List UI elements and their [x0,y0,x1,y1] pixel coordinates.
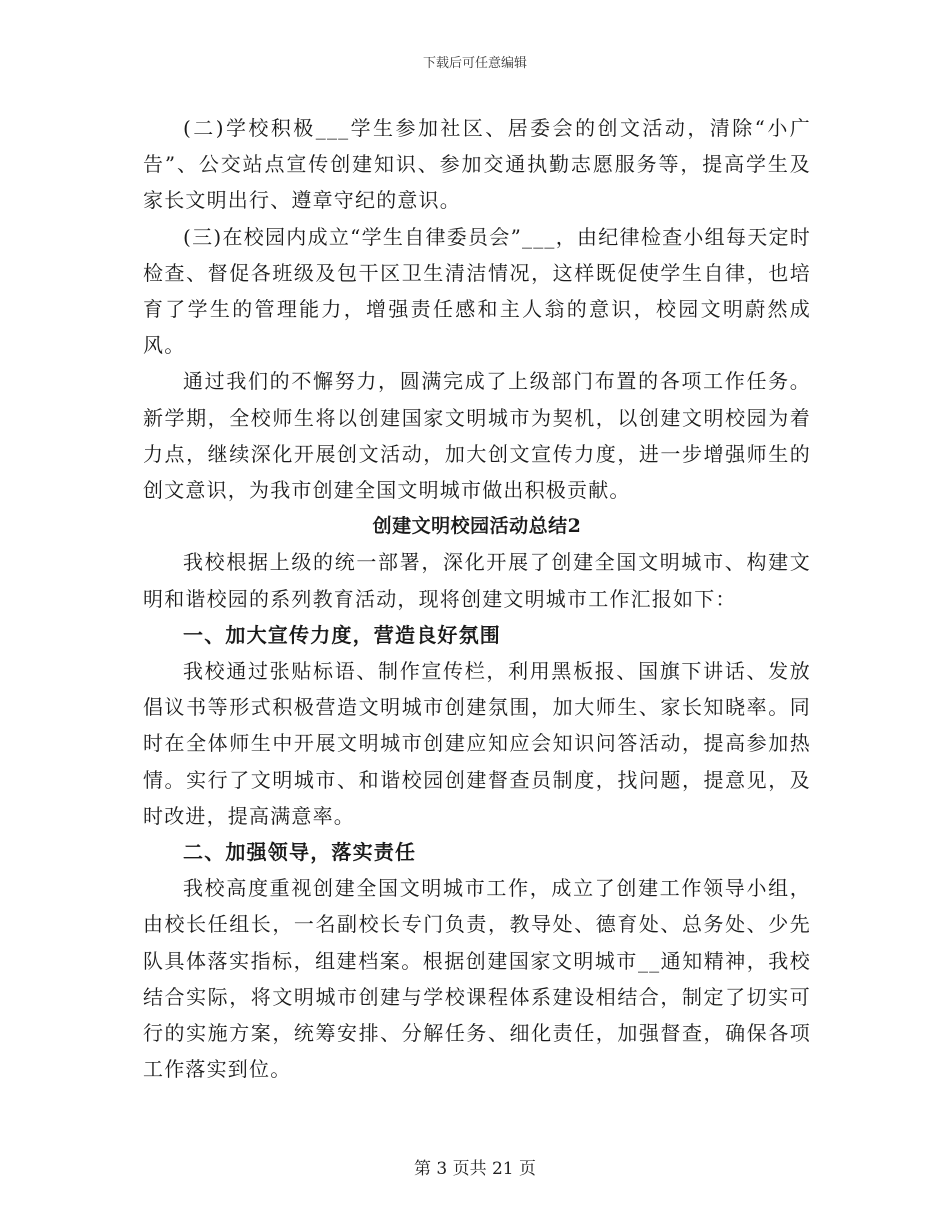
document-body [143,110,811,1087]
paragraph-conclusion: 通过我们的不懈努力，圆满完成了上级部门布置的各项工作任务。新学期，全校师生将以创建国家文明城市为契机，以创建文明校园为着力点，继续深化开展创文活动，加大创文宣传力度，进一步增强师生的创文意识，为我市创建全国文明城市做出积极贡献。 [143,369,811,503]
page-number-footer: 第 3 页共 21 页 [413,1159,537,1179]
section-title: 创建文明校园活动总结2 [372,515,582,538]
paragraph-intro: 我校根据上级的统一部署，深化开展了创建全国文明城市、构建文明和谐校园的系列教育活动，现将创建文明城市工作汇报如下： [143,550,811,611]
page-header: 下载后可任意编辑 [422,56,527,71]
heading-leadership: 二、加强领导，落实责任 [183,840,417,865]
heading-publicity: 一、加大宣传力度，营造良好氛围 [183,622,501,647]
paragraph-school-community: (二)学校积极___学生参加社区、居委会的创文活动，清除“小广告”、公交站点宣传创建知识、参加交通执勤志愿服务等，提高学生及家长文明出行、遵章守纪的意识。 [143,116,811,213]
paragraph-publicity: 我校通过张贴标语、制作宣传栏，利用黑板报、国旗下讲话、发放倡议书等形式积极营造文明城市创建氛围，加大师生、家长知晓率。同时在全体师生中开展文明城市创建应知应会知识问答活动，提高参加热情。实行了文明城市、和谐校园创建督查员制度，找问题，提意见，及时改进，提高满意率。 [143,659,811,828]
paragraph-self-discipline-committee: (三)在校园内成立“学生自律委员会”___，由纪律检查小组每天定时检查、督促各班级及包干区卫生清洁情况，这样既促使学生自律，也培育了学生的管理能力，增强责任感和主人翁的意识，校园文明蔚然成风。 [143,224,811,358]
paragraph-leadership: 我校高度重视创建全国文明城市工作，成立了创建工作领导小组，由校长任组长，一名副校长专门负责，教导处、德育处、总务处、少先队具体落实指标，组建档案。根据创建国家文明城市__通知精神，我校结合实际，将文明城市创建与学校课程体系建设相结合，制定了切实可行的实施方案，统筹安排、分解任务、细化责任，加强督查，确保各项工作落实到位。 [143,876,811,1082]
